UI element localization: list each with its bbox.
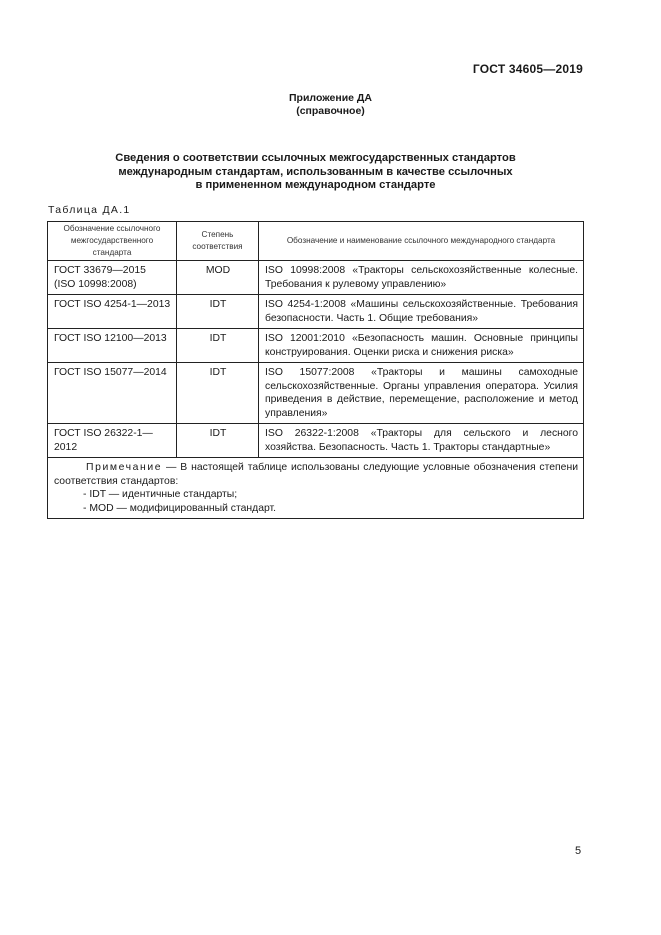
- standard-cell: ГОСТ ISO 15077—2014: [48, 363, 177, 424]
- table-row: [48, 329, 584, 363]
- table-note-row: [48, 458, 584, 519]
- table-row: [48, 261, 584, 295]
- table-caption: Таблица ДА.1: [48, 204, 131, 216]
- international-standard-text: ISO 26322-1:2008 «Тракторы для сельского и лесного хозяйства. Безопасность. Часть 1. Тракторы стандартные»: [265, 428, 578, 453]
- international-standard-text: ISO 15077:2008 «Тракторы и машины самоходные сельскохозяйственные. Органы управления оператора. Усилия приведения в действие, перемещение, расположение и метод управления»: [265, 367, 578, 419]
- standard-cell: ГОСТ ISO 12100—2013: [48, 329, 177, 363]
- international-standard-cell: [259, 329, 584, 363]
- standard-cell: ГОСТ ISO 26322-1—2012: [48, 424, 177, 458]
- degree-cell: IDT: [177, 363, 259, 424]
- table-row: [48, 424, 584, 458]
- section-heading: [48, 152, 583, 193]
- heading-line: международным стандартам, использованным в качестве ссылочных: [118, 165, 513, 178]
- header-standard-designation: Обозначение ссылочного межгосударственного стандарта: [48, 222, 177, 261]
- international-standard-cell: [259, 363, 584, 424]
- standard-designation-alt: (ISO 10998:2008): [54, 278, 137, 290]
- note-label: Примечание: [86, 462, 163, 473]
- degree-cell: IDT: [177, 329, 259, 363]
- heading-line: Сведения о соответствии ссылочных межгосударственных стандартов: [115, 152, 516, 164]
- international-standard-text: ISO 4254-1:2008 «Машины сельскохозяйственные. Требования безопасности. Часть 1. Общие требования»: [265, 299, 578, 324]
- note-list-item: - IDT — идентичные стандарты;: [83, 489, 238, 500]
- standard-designation: ГОСТ 33679—2015: [54, 265, 146, 276]
- header-international-standard: Обозначение и наименование ссылочного международного стандарта: [259, 222, 584, 261]
- annex-title: Приложение ДА: [289, 92, 372, 104]
- heading-line: в примененном международном стандарте: [195, 179, 436, 191]
- degree-cell: MOD: [177, 261, 259, 295]
- page-number: 5: [575, 845, 582, 857]
- international-standard-text: ISO 12001:2010 «Безопасность машин. Основные принципы конструирования. Оценки риска и снижения риска»: [265, 333, 578, 358]
- annex-subtitle: (справочное): [296, 105, 365, 117]
- header-degree: Степень соответствия: [177, 222, 259, 261]
- international-standard-cell: [259, 295, 584, 329]
- note-text: — В настоящей таблице использованы следующие условные обозначения степени соответствия стандартов:: [54, 462, 578, 487]
- standards-table: [47, 221, 584, 519]
- international-standard-cell: [259, 261, 584, 295]
- table-note: [48, 458, 584, 519]
- standard-cell: [48, 261, 177, 295]
- international-standard-cell: [259, 424, 584, 458]
- international-standard-text: ISO 10998:2008 «Тракторы сельскохозяйственные колесные. Требования к рулевому управлению»: [265, 265, 578, 290]
- table-header-row: [48, 222, 584, 261]
- note-paragraph: [54, 461, 578, 488]
- document-code: ГОСТ 34605—2019: [472, 62, 583, 76]
- note-list-item: - MOD — модифицированный стандарт.: [83, 502, 277, 514]
- degree-cell: IDT: [177, 295, 259, 329]
- table-row: [48, 295, 584, 329]
- table-row: [48, 363, 584, 424]
- degree-cell: IDT: [177, 424, 259, 458]
- standard-cell: ГОСТ ISO 4254-1—2013: [48, 295, 177, 329]
